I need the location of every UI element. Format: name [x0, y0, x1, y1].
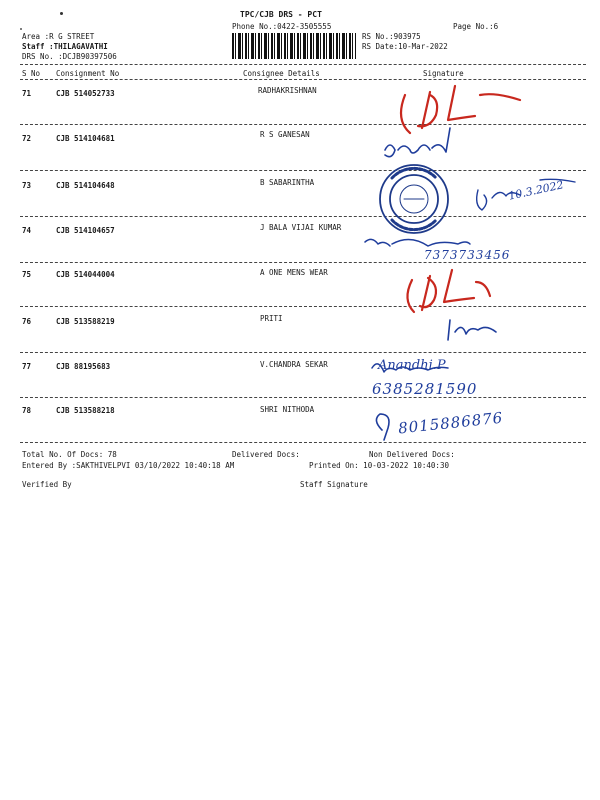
row-consignment: CJB 88195683 [56, 362, 111, 371]
row-consignee: J BALA VIJAI KUMAR [260, 223, 342, 232]
row-consignment: CJB 514104681 [56, 134, 115, 143]
association-stamp [380, 165, 448, 233]
row-consignee: RADHAKRISHNAN [258, 86, 317, 95]
col-consignee: Consignee Details [243, 69, 320, 78]
rs-number: RS No.:903975 [362, 32, 421, 41]
col-signature: Signature [423, 69, 464, 78]
row-sno: 73 [22, 181, 32, 190]
signature-row76 [448, 320, 496, 340]
signature-row72 [385, 128, 450, 157]
row-consignment: CJB 514052733 [56, 89, 115, 98]
row-consignment: CJB 514104657 [56, 226, 115, 235]
phone-number: Phone No.:0422-3505555 [232, 22, 332, 31]
row-consignee: V.CHANDRA SEKAR [260, 360, 328, 369]
signature-row74 [365, 239, 470, 246]
row-consignment: CJB 513588219 [56, 317, 115, 326]
col-consignment: Consignment No [56, 69, 120, 78]
verified-by: Verified By [22, 480, 72, 489]
printed-on: Printed On: 10-03-2022 10:40:30 [309, 461, 449, 470]
row-sno: 72 [22, 134, 32, 143]
delivered-docs: Delivered Docs: [232, 450, 300, 459]
row-consignee: R S GANESAN [260, 130, 310, 139]
row-consignment: CJB 514044004 [56, 270, 115, 279]
row-sno: 76 [22, 317, 32, 326]
rs-date: RS Date:10-Mar-2022 [362, 42, 448, 51]
staff-label: Staff :THILAGAVATHI [22, 42, 108, 51]
report-title: TPC/CJB DRS - PCT [240, 10, 322, 19]
row-sno: 77 [22, 362, 32, 371]
row-consignment: CJB 514104648 [56, 181, 115, 190]
row-sno: 75 [22, 270, 32, 279]
non-delivered-docs: Non Delivered Docs: [369, 450, 455, 459]
row-sno: 71 [22, 89, 32, 98]
signature-row78 [376, 414, 389, 440]
total-docs: Total No. Of Docs: 78 [22, 450, 117, 459]
handwritten-phone-row74: 7373733456 [424, 248, 511, 262]
handwritten-date-row73: 10.3.2022 [507, 178, 565, 203]
handwritten-name-row77: Anandhi.P [378, 358, 446, 373]
row-consignee: SHRI NITHODA [260, 405, 315, 414]
staff-signature: Staff Signature [300, 480, 368, 489]
handwritten-phone-row78: 8015886876 [397, 408, 505, 438]
signature-row71 [401, 86, 520, 133]
row-sno: 74 [22, 226, 32, 235]
row-consignee: A ONE MENS WEAR [260, 268, 328, 277]
row-consignment: CJB 513588218 [56, 406, 115, 415]
entered-by: Entered By :SAKTHIVELPVI 03/10/2022 10:40:18 AM [22, 461, 235, 470]
col-sno: S No [22, 69, 41, 78]
page-number: Page No.:6 [453, 22, 499, 31]
area-label: Area :R G STREET [22, 32, 95, 41]
row-consignee: PRITI [260, 314, 283, 323]
drs-number: DRS No. :DCJB90397506 [22, 52, 117, 61]
signature-row75 [407, 270, 490, 312]
handwritten-phone-row77: 6385281590 [372, 380, 478, 398]
row-sno: 78 [22, 406, 32, 415]
row-consignee: B SABARINTHA [260, 178, 315, 187]
